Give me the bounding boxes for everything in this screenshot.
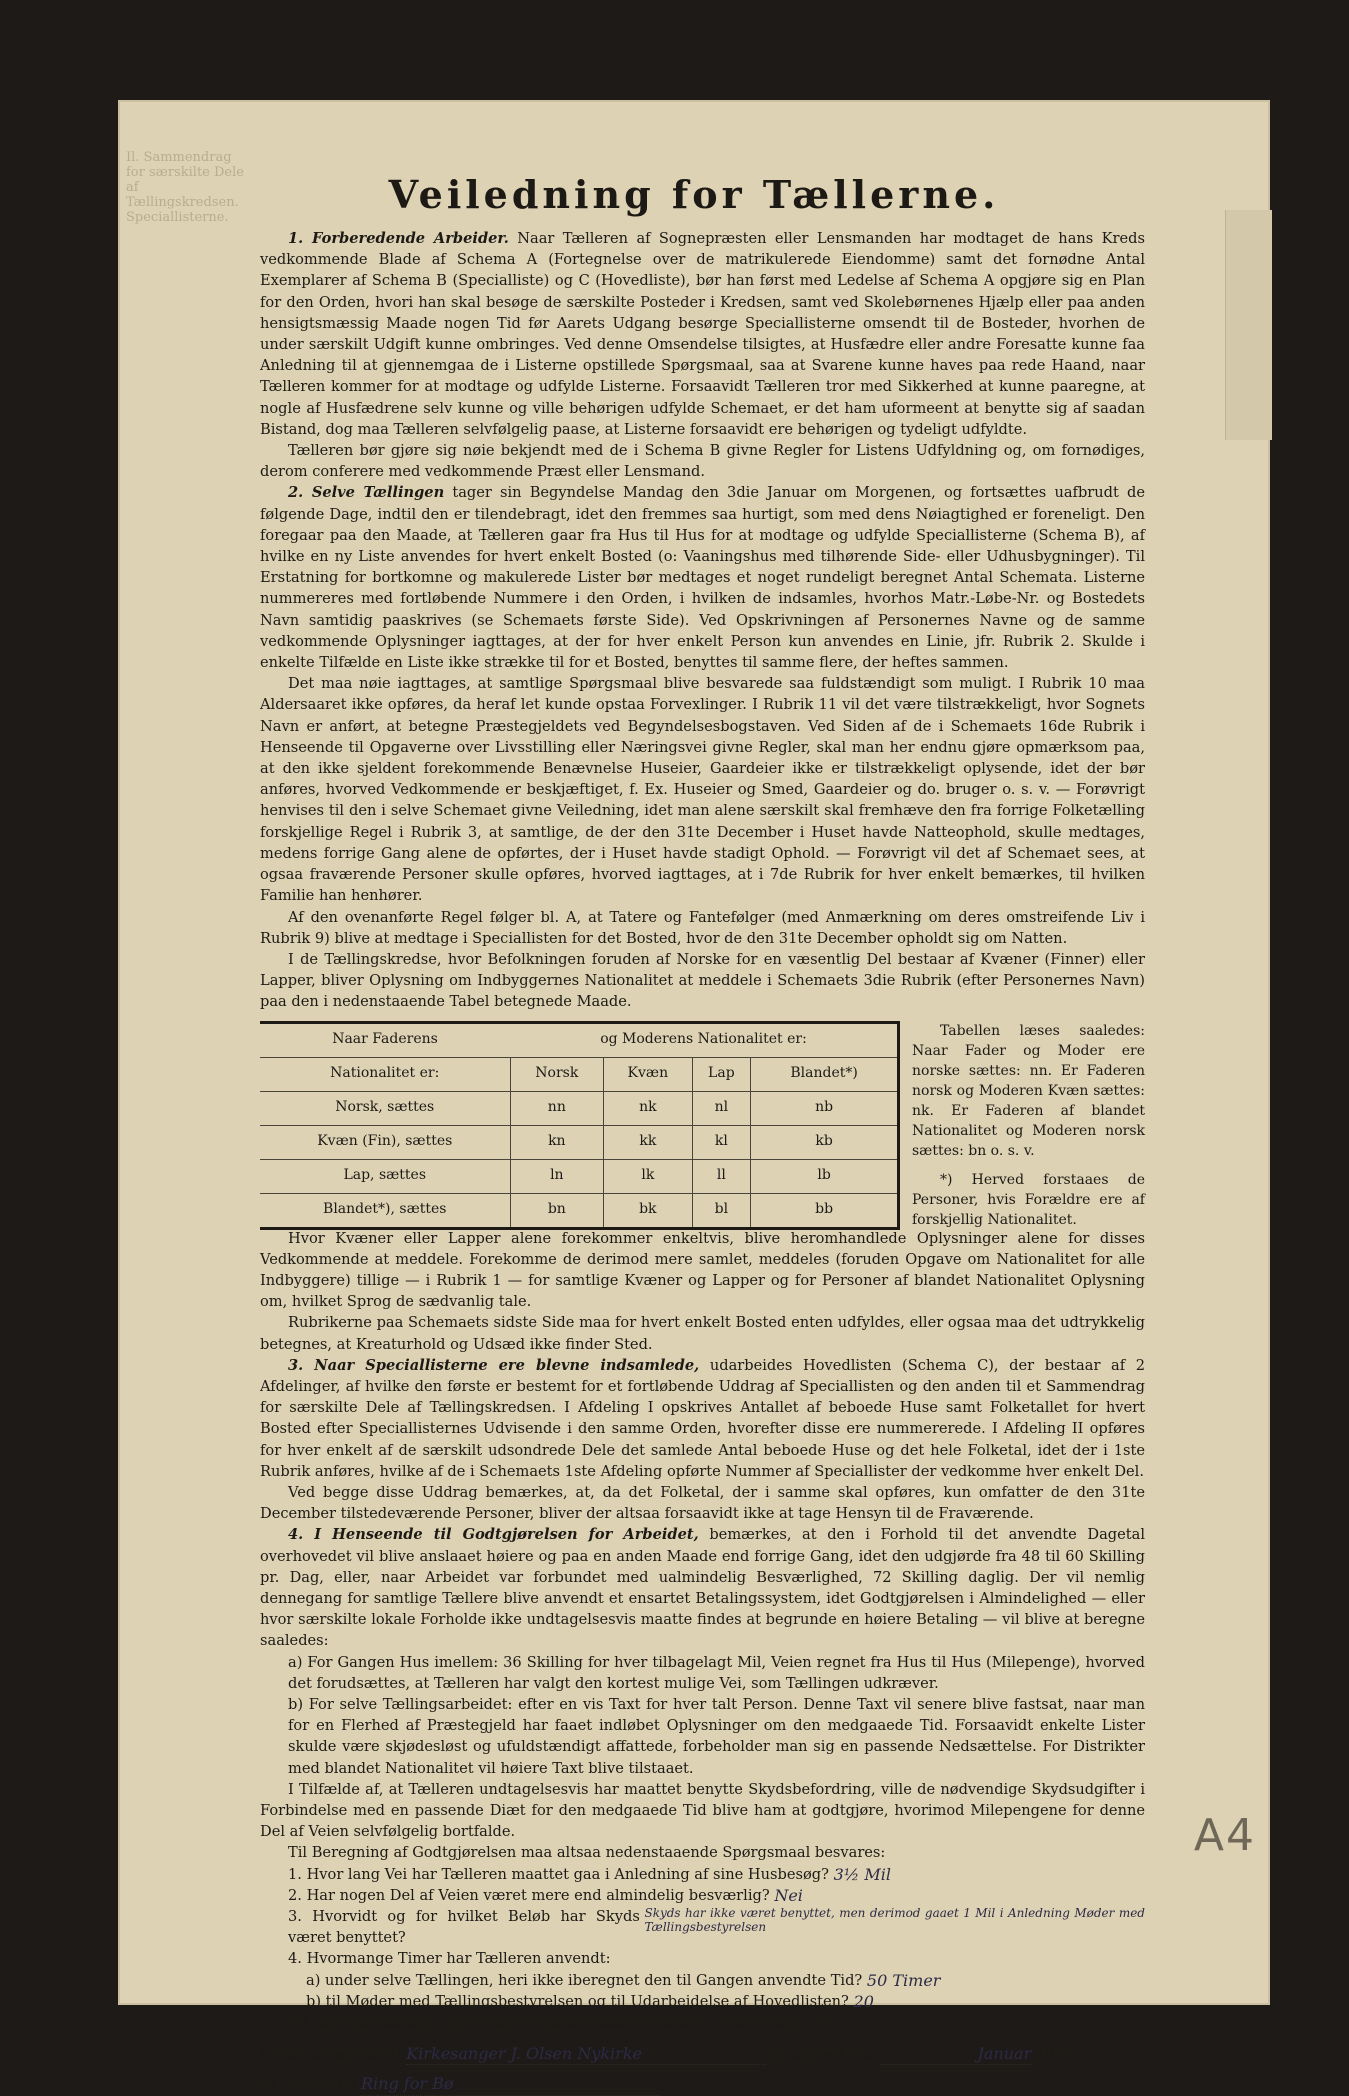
section-4-para-3: Til Beregning af Godtgjørelsen maa altsaa nedenstaaende Spørgsmaal besvares: bbox=[288, 1844, 886, 1862]
section-2-para bbox=[260, 482, 1145, 673]
signature-line-1 bbox=[260, 2043, 1145, 2065]
section-1-para bbox=[260, 228, 1145, 440]
table-cell: bn bbox=[510, 1193, 604, 1228]
table-cell: bk bbox=[604, 1193, 692, 1228]
sig-lensmand: Ring for Bø bbox=[361, 2073, 661, 2095]
question-row bbox=[260, 1991, 1145, 2012]
section-2-text: tager sin Begyndelse Mandag den 3die Januar om Morgenen, og fortsættes uafbrudt de følgende Dage, indtil den er tilendebragt, idet den fremmes saa hurtigt, som med dens Nøiagtighed er foreneligt. Den foregaar paa den Maade, at Tælleren gaar fra Hus til Hus for at modtage og udfylde Speciallisterne (Schema B), af hvilke en ny Liste anvendes for hvert enkelt Bosted (o: Vaaningshus med tilhørende Side- eller Udhusbygninger). Til Erstatning for bortkomne og makulerede Lister bør medtages et noget rundeligt beregnet Antal Schemata. Listerne nummereres med fortløbende Nummere i den Orden, i hvilken de indsamles, hvorhos Matr.-Løbe-Nr. og Bostedets Navn samtidig paaskrives (se Schemaets første Side). Ved Opskrivningen af Personernes Navne og de samme vedkommende Oplysninger iagttages, at der for hver enkelt Person kun anvendes en Linie, jfr. Rubrik 2. Skulde i enkelte Tilfælde en Liste ikke strække til for et Bosted, benyttes til samme flere, der heftes sammen. bbox=[260, 484, 1145, 672]
signature-block bbox=[260, 2043, 1145, 2095]
table-cell: ln bbox=[510, 1159, 604, 1193]
section-2-para-3: Af den ovenanførte Regel følger bl. A, at Tatere og Fantefølger (med Anmærkning om deres omstreifende Liv i Rubrik 9) blive at medtage i Speciallisten for det Bosted, hvor de den 31te December opholdt sig om Natten. bbox=[260, 908, 1145, 947]
page-title: Veiledning for Tællerne. bbox=[388, 172, 1000, 217]
table-row bbox=[260, 1159, 899, 1193]
sig-year: 1876 bbox=[1035, 2046, 1073, 2064]
side-mark: A4 bbox=[1193, 1810, 1256, 1861]
answer-text: 3½ Mil bbox=[833, 1864, 891, 1884]
question-row bbox=[260, 1885, 1145, 1906]
nationality-table-area bbox=[260, 1021, 1145, 1228]
table-cell: nb bbox=[751, 1091, 899, 1125]
question-row bbox=[260, 1864, 1145, 1885]
section-3-para-2: Ved begge disse Uddrag bemærkes, at, da det Folketal, der i samme skal opføres, kun omfatter de den 31te December tilstedeværende Personer, bliver der altsaa forsaavidt ikke at tage Hensyn til de Fraværende. bbox=[260, 1483, 1145, 1523]
table-note bbox=[912, 1021, 1145, 1239]
section-1-para-2: Tælleren bør gjøre sig nøie bekjendt med de i Schema B givne Regler for Listens Udfyldning og, om fornødiges, derom conferere med vedkommende Præst eller Lensmand. bbox=[260, 442, 1145, 481]
sig-name: Kirkesanger J. Olsen Nykirke bbox=[406, 2043, 766, 2065]
question-text: 2. Har nogen Del af Veien været mere end almindelig besværlig? bbox=[288, 1886, 770, 1904]
answer-text: 50 Timer bbox=[866, 1970, 941, 1990]
answer-text: Skyds har ikke været benyttet, men derimod gaaet 1 Mil i Anledning Møder med Tællingsbestyrelsen bbox=[644, 1906, 1145, 1935]
section-4-text: bemærkes, at den i Forhold til det anvendte Dagetal overhovedet vil blive anslaaet høiere og paa en anden Maade end forrige Gang, idet den udgjørde fra 48 til 60 Skilling pr. Dag, eller, naar Arbeidet var forbundet med ualmindelig Besværlighed, 72 Skilling daglig. Der vil nemlig dennegang for samtlige Tællere blive anvendt et ensartet Betalingssystem, idet Godtgjørelsen i Almindelighed — eller hvor særskilte lokale Forholde ikke undtagelsesvis maatte findes at begrunde en høiere Betaling — vil blive at beregne saaledes: bbox=[260, 1526, 1145, 1650]
nationality-table bbox=[260, 1021, 900, 1230]
table-row bbox=[260, 1125, 899, 1159]
table-row bbox=[260, 1091, 899, 1125]
table-header-mother: og Moderens Nationalitet er: bbox=[510, 1022, 899, 1057]
sig-prefix-2: til Lensmand bbox=[260, 2076, 357, 2094]
question-text: 1. Hvor lang Vei har Tælleren maattet gaa i Anledning af sine Husbesøg? bbox=[288, 1865, 829, 1883]
table-cell: nk bbox=[604, 1091, 692, 1125]
section-3-intro-2: Rubrikerne paa Schemaets sidste Side maa for hvert enkelt Bosted enten udfyldes, eller ogsaa maa det udtrykkelig betegnes, at Kreaturhold og Udsæd ikke finder Sted. bbox=[260, 1314, 1145, 1353]
table-cell: ll bbox=[692, 1159, 751, 1193]
section-1-label: 1. Forberedende Arbeider. bbox=[288, 230, 509, 247]
questions-list bbox=[260, 1864, 1145, 2012]
table-col-header: Kvæn bbox=[604, 1057, 692, 1091]
table-row-label: Blandet*), sættes bbox=[260, 1193, 510, 1228]
section-4-item-b: b) For selve Tællingsarbeidet: efter en vis Taxt for hver talt Person. Denne Taxt vil senere blive fastsat, naar man for en Flerhed af Præstegjeld har faaet indløbet Oplysninger om den medgaaede Tid. Forsaavidt enkelte Lister skulde være skjødesløst og ufuldstændigt affattede, forbeholder man sig en passende Nedsættelse. For Distrikter med blandet Nationalitet vil høiere Taxt blive tilstaaet. bbox=[288, 1695, 1145, 1777]
table-note-para-1: Tabellen læses saaledes: Naar Fader og Moder ere norske sættes: nn. Er Faderen norsk og Moderen Kvæn sættes: nk. Er Faderen af blandet Nationalitet og Moderen norsk sættes: bn o. s. v. bbox=[912, 1022, 1145, 1159]
section-4-para-4: Til Lettelse ved Regningernes Expedition bedes Svarene nedtegnede her. bbox=[288, 2014, 832, 2032]
document-page bbox=[118, 100, 1270, 2094]
table-note-para-2: *) Herved forstaaes de Personer, hvis Forældre ere af forskjellig Nationalitet. bbox=[912, 1171, 1145, 1228]
table-col-header: Norsk bbox=[510, 1057, 604, 1091]
table-row-label: Kvæn (Fin), sættes bbox=[260, 1125, 510, 1159]
question-row bbox=[260, 1970, 1145, 1991]
section-2-para-4: I de Tællingskredse, hvor Befolkningen foruden af Norske for en væsentlig Del bestaar af Kvæner (Finner) eller Lapper, bliver Oplysning om Indbyggernes Nationalitet at meddele i Schemaets 3die Rubrik (efter Personernes Navn) paa den i nedenstaaende Tabel betegnede Maade. bbox=[260, 950, 1145, 1011]
section-3-intro: Hvor Kvæner eller Lapper alene forekommer enkeltvis, blive heromhandlede Oplysninger alene for disses Vedkommende at meddele. Forekomme de derimod mere samlet, meddeles (foruden Opgave om Nationalitet for alle Indbyggere) tillige — i Rubrik 1 — for samtlige Kvæner og Lapper og for Personer af blandet Nationalitet Oplysning om, hvilket Sprog de sædvanlig tale. bbox=[260, 1229, 1145, 1311]
section-3-label: 3. Naar Speciallisterne ere blevne indsamlede, bbox=[288, 1356, 700, 1374]
question-text: 3. Hvorvidt og for hvilket Beløb har Skyds været benyttet? bbox=[288, 1908, 640, 1947]
question-text: b) til Møder med Tællingsbestyrelsen og til Udarbeidelse af Hovedlisten? bbox=[306, 1992, 849, 2010]
section-4-para-2: I Tilfælde af, at Tælleren undtagelsesvis har maattet benytte Skydsbefordring, ville de nødvendige Skydsudgifter i Forbindelse med en passende Diæt for den medgaaede Tid blive ham at godtgjøre, hvorimod Milepengene for denne Del af Veien selvfølgelig bortfalde. bbox=[260, 1780, 1145, 1841]
margin-ghost-text: Il. Sammendrag for særskilte Dele af Tællingskredsen. Speciallisterne. bbox=[126, 150, 244, 225]
table-cell: kn bbox=[510, 1125, 604, 1159]
answer-text: 20 bbox=[853, 1991, 874, 2011]
table-cell: kb bbox=[751, 1125, 899, 1159]
table-header-father-2: Nationalitet er: bbox=[260, 1057, 510, 1091]
table-header-father: Naar Faderens bbox=[260, 1022, 510, 1057]
table-cell: kk bbox=[604, 1125, 692, 1159]
table-cell: kl bbox=[692, 1125, 751, 1159]
table-col-header: Blandet*) bbox=[751, 1057, 899, 1091]
question-text: 4. Hvormange Timer har Tælleren anvendt: bbox=[288, 1950, 611, 1968]
section-4-item-a: a) For Gangen Hus imellem: 36 Skilling for hver tilbagelagt Mil, Veien regnet fra Hus til Hus (Milepenge), hvorved det forudsættes, at Tælleren har valgt den kortest mulige Vei, som Tællingen udkræver. bbox=[288, 1653, 1145, 1692]
table-row-label: Lap, sættes bbox=[260, 1159, 510, 1193]
section-3-para bbox=[260, 1355, 1145, 1482]
section-2-label: 2. Selve Tællingen bbox=[288, 484, 445, 502]
section-4-label: 4. I Henseende til Godtgjørelsen for Arbeidet, bbox=[288, 1526, 699, 1544]
sig-date: Januar bbox=[881, 2043, 1031, 2065]
table-col-header: Lap bbox=[692, 1057, 751, 1091]
table-cell: lk bbox=[604, 1159, 692, 1193]
page-edge-tab bbox=[1225, 210, 1272, 440]
question-row bbox=[260, 1906, 1145, 1948]
table-cell: lb bbox=[751, 1159, 899, 1193]
sig-prefix: Listen er udfyldt af bbox=[260, 2046, 402, 2064]
table-row-label: Norsk, sættes bbox=[260, 1091, 510, 1125]
signature-line-2 bbox=[260, 2073, 1145, 2095]
table-cell: bl bbox=[692, 1193, 751, 1228]
answer-text: Nei bbox=[774, 1885, 803, 1905]
table-cell: nn bbox=[510, 1091, 604, 1125]
section-1-text: Naar Tælleren af Sognepræsten eller Lensmanden har modtaget de hans Kreds vedkommende Blade af Schema A (Fortegnelse over de matrikulerede Eiendomme) samt det fornødne Antal Exemplarer af Schema B (Specialliste) og C (Hovedliste), bør han først med Ledelse af Schema A opgjøre sig en Plan for den Orden, hvori han skal besøge de særskilte Posteder i Kredsen, samt ved Skolebørnenes Hjælp eller paa anden hensigtsmæssig Maade nogen Tid før Aarets Udgang besørge Speciallisterne omsendt til de Bosteder, hvorhen de under særskilt Udgift kunne ombringes. Ved denne Omsendelse tilsigtes, at Husfædre eller andre Foresatte kunne faa Anledning til at gjennemgaa de i Listerne opstillede Spørgsmaal, saa at Svarene kunne haves paa rede Haand, naar Tælleren kommer for at modtage og udfylde Listerne. Forsaavidt Tælleren tror med Sikkerhed at kunne paaregne, at nogle af Husfædrene selv kunne og ville behørigen udfylde Schemaet, er det ham uformeent at benytte sig af saadan Bistand, dog maa Tælleren selvfølgelig paase, at Listerne forsaavidt ere behørigen og tydeligt udfyldte. bbox=[260, 230, 1145, 438]
table-cell: bb bbox=[751, 1193, 899, 1228]
section-3-text: udarbeides Hovedlisten (Schema C), der bestaar af 2 Afdelinger, af hvilke den første er bestemt for et fortløbende Uddrag af Speciallisten og den anden til et Sammendrag for særskilte Dele af Tællingskredsen. I Afdeling I opskrives Antallet af beboede Huse samt Folketallet for hvert Bosted efter Speciallisternes Udvisende i den samme Orden, hvorefter disse ere nummererede. I Afdeling II opføres for hver enkelt af de særskilt udsondrede Dele det samlede Antal beboede Huse og det hele Folketal, idet der i 1ste Rubrik anføres, hvilke af de i Schemaets 1ste Afdeling opførte Nummer af Speciallister der vedkomme hver enkelt Del. bbox=[260, 1356, 1145, 1480]
table-row bbox=[260, 1193, 899, 1228]
table-cell: nl bbox=[692, 1091, 751, 1125]
instructions-body bbox=[260, 228, 1145, 2096]
section-2-para-2: Det maa nøie iagttages, at samtlige Spørgsmaal blive besvarede saa fuldstændigt som muligt. I Rubrik 10 maa Aldersaaret ikke opføres, da heraf let kunde opstaa Forvexlinger. I Rubrik 11 vil det være tilstrækkeligt, hvor Sognets Navn er anført, at betegne Præstegjeldets ved Begyndelsesbogstaven. Ved Siden af de i Schemaets 16de Rubrik i Henseende til Opgaverne over Livsstilling eller Næringsvei givne Regler, skal man her endnu gjøre opmærksom paa, at den ikke sjeldent forekommende Benævnelse Huseier, Gaardeier ikke er tilstrækkeligt oplysende, idet der bør anføres, hvorved Vedkommende er beskjæftiget, f. Ex. Huseier og Smed, Gaardeier og do. bruger o. s. v. — Forøvrigt henvises til den i selve Schemaet givne Veiledning, idet man alene særskilt skal fremhæve den fra forrige Folketælling forskjellige Regel i Rubrik 3, at samtlige, de der den 31te December i Huset havde Natteophold, skulle medtages, medens forrige Gang alene de opførtes, der i Huset havde stadigt Ophold. — Forøvrigt vil det af Schemaet sees, at ogsaa fraværende Personer skulle opføres, hvorved iagttages, at i 7de Rubrik for hver enkelt bemærkes, til hvilken Familie han henhører. bbox=[260, 675, 1145, 905]
sig-mid: og afgivet den bbox=[770, 2046, 877, 2064]
section-4-para bbox=[260, 1524, 1145, 1651]
question-text: a) under selve Tællingen, heri ikke iberegnet den til Gangen anvendte Tid? bbox=[306, 1971, 863, 1989]
question-row bbox=[260, 1948, 1145, 1969]
